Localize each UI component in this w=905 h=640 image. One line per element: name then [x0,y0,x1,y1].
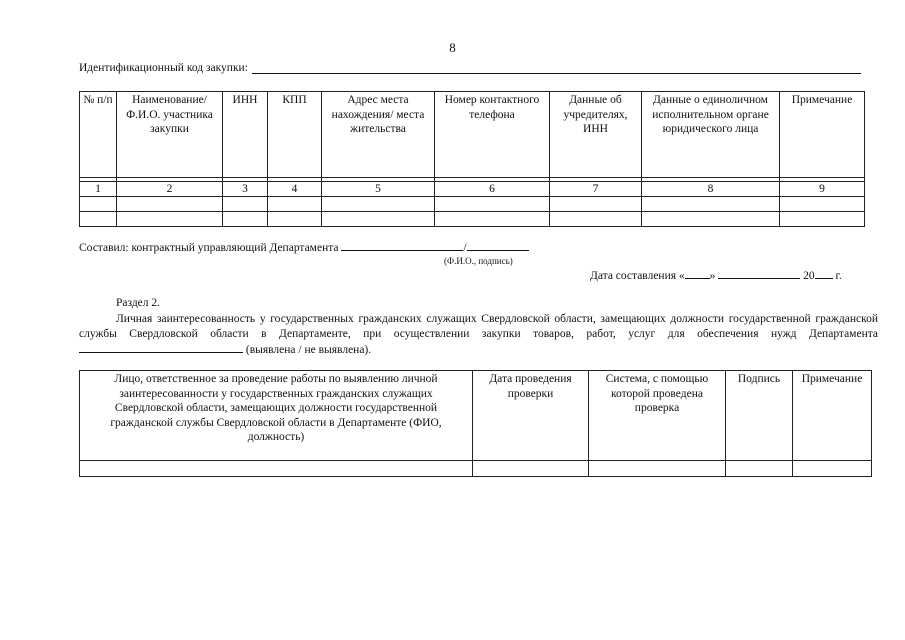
procurement-id-label: Идентификационный код закупки: [79,62,248,74]
table-cell[interactable] [268,197,322,212]
section-2-paragraph [79,312,878,358]
column-number: 7 [550,182,642,197]
table-cell[interactable] [80,197,117,212]
procurement-id-blank [252,62,861,74]
table-cell[interactable] [473,461,589,477]
table-cell[interactable] [117,212,223,227]
table-cell[interactable] [223,212,268,227]
table-row [80,461,872,477]
table-cell[interactable] [117,197,223,212]
signature-blank [467,240,529,251]
col-header-check-date: Дата проведения проверки [473,371,589,461]
date-compiled-label: Дата составления « [590,270,685,282]
column-number: 4 [268,182,322,197]
year-suffix: г. [835,270,842,282]
table-cell[interactable] [80,212,117,227]
result-blank [79,342,243,353]
col-header-inn: ИНН [223,92,268,178]
composed-by-line [79,240,529,254]
table-cell[interactable] [435,212,550,227]
table-cell[interactable] [642,212,780,227]
procurement-id-line [79,62,861,74]
table-cell[interactable] [726,461,793,477]
participants-table-header [80,92,865,178]
section-2-title: Раздел 2. [116,297,161,309]
table-cell[interactable] [550,212,642,227]
col-header-executive: Данные о единоличном исполнительном органе юридического лица [642,92,780,178]
column-number-row [80,182,865,197]
table-cell[interactable] [435,197,550,212]
column-number: 1 [80,182,117,197]
col-header-name: Наименование/ Ф.И.О. участника закупки [117,92,223,178]
table-cell[interactable] [780,212,865,227]
col-header-address: Адрес места нахождения/ места жительства [322,92,435,178]
column-number: 5 [322,182,435,197]
column-number: 8 [642,182,780,197]
col-header-note-2: Примечание [793,371,872,461]
page-number: 8 [449,40,456,55]
column-number: 6 [435,182,550,197]
interest-check-table [79,370,872,477]
fio-signature-hint: (Ф.И.О., подпись) [444,256,513,266]
table-cell[interactable] [793,461,872,477]
section-2-text-end: (выявлена / не выявлена). [245,344,372,356]
table-cell[interactable] [80,461,473,477]
table-cell[interactable] [589,461,726,477]
col-header-system: Система, с помощью которой проведена проверка [589,371,726,461]
composed-by-label: Составил: контрактный управляющий Департамента [79,242,339,254]
column-number: 9 [780,182,865,197]
table-cell[interactable] [223,197,268,212]
day-blank [685,268,710,279]
column-number: 2 [117,182,223,197]
col-header-responsible: Лицо, ответственное за проведение работы по выявлению личной заинтересованности у государственных гражданских служащих Свердловской области, замещающих должности государственной гражданской службы Свердловской области в Департаменте (ФИО, должность) [80,371,473,461]
section-2-text-start: Личная заинтересованность у государственных гражданских служащих Свердловской области, замещающих должности государственной гражданской службы Свердловской области в Департаменте, при осуществлении закупки товаров, работ, услуг для обеспечения нужд Департамента [79,313,878,340]
col-header-number: № п/п [80,92,117,178]
col-header-note: Примечание [780,92,865,178]
month-blank [718,268,800,279]
date-close-quote: » [709,270,716,282]
col-header-phone: Номер контактного телефона [435,92,550,178]
date-compiled-line [590,268,842,282]
table-cell[interactable] [268,212,322,227]
year-blank [815,268,833,279]
name-blank [341,240,463,251]
col-header-kpp: КПП [268,92,322,178]
table-cell[interactable] [550,197,642,212]
col-header-signature: Подпись [726,371,793,461]
section-2-text [79,312,878,358]
table-row [80,212,865,227]
col-header-founders: Данные об учредителях, ИНН [550,92,642,178]
table-cell[interactable] [642,197,780,212]
interest-check-table-header [80,371,872,461]
participants-table [79,91,865,227]
table-cell[interactable] [322,197,435,212]
table-cell[interactable] [780,197,865,212]
slash-separator: / [463,242,467,254]
table-row [80,197,865,212]
year-prefix: 20 [803,270,815,282]
table-cell[interactable] [322,212,435,227]
column-number: 3 [223,182,268,197]
